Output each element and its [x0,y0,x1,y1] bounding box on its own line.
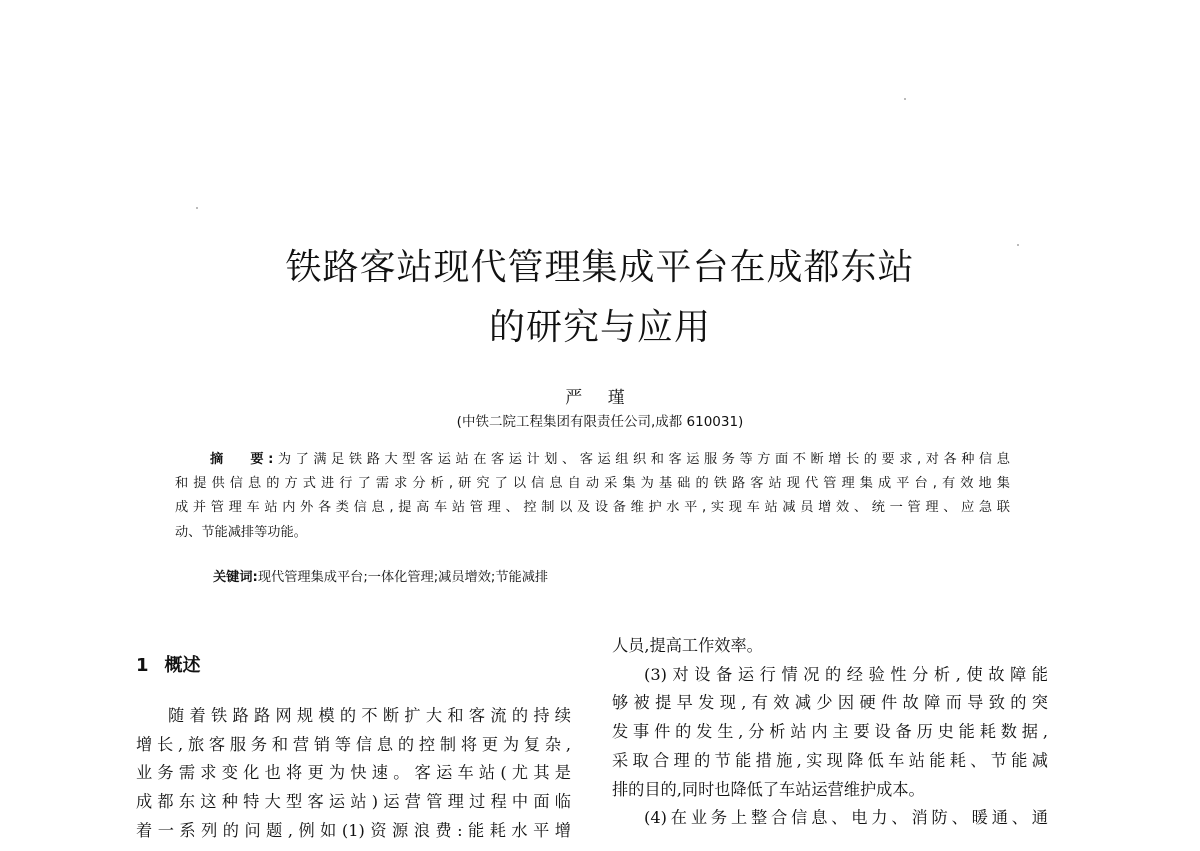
body-line: (3)对设备运行情况的经验性分析,使故障能 [644,664,1048,684]
abstract-line: 摘 要:为了满足铁路大型客运站在客运计划、客运组织和客运服务等方面不断增长的要求,对各种信息 [210,452,1010,467]
body-line: (4)在业务上整合信息、电力、消防、暖通、通 [644,808,1048,828]
body-line: 够被提早发现,有效减少因硬件故障而导致的突 [612,693,1048,713]
body-line: 随着铁路路网规模的不断扩大和客流的持续 [168,706,571,725]
keywords-label: 关键词: [213,570,258,585]
body-left-column [136,702,571,846]
scan-speck [1017,244,1019,246]
section-heading [136,651,201,677]
abstract-label: 摘 要: [210,452,274,467]
body-line: 人员,提高工作效率。 [612,636,763,655]
abstract-line: 成并管理车站内外各类信息,提高车站管理、控制以及设备维护水平,实现车站减员增效、统一管理、应急联 [175,500,1010,516]
abstract [175,448,1010,545]
paper-title-line-2: 的研究与应用 [488,307,711,348]
paper-title-line-1: 铁路客站现代管理集成平台在成都东站 [285,247,915,288]
scan-speck [196,207,198,209]
body-line: 成都东这种特大型客运站)运营管理过程中面临 [136,792,571,812]
body-line: 着一系列的问题,例如(1)资源浪费:能耗水平增 [136,820,571,840]
author-affiliation: (中铁二院工程集团有限责任公司,成都 610031) [456,414,744,430]
abstract-line: 动、节能减排等功能。 [175,524,307,540]
scan-speck [904,98,906,100]
body-line: 排的目的,同时也降低了车站运营维护成本。 [612,779,925,799]
body-line: 业务需求变化也将更为快速。客运车站(尤其是 [136,763,571,783]
keywords-text: 现代管理集成平台;一体化管理;减员增效;节能减排 [257,570,549,585]
section-number: 1 [136,655,149,676]
keywords [213,566,548,585]
abstract-line: 和提供信息的方式进行了需求分析,研究了以信息自动采集为基础的铁路客站现代管理集成平台,有效地集 [175,476,1010,492]
body-line: 增长,旅客服务和营销等信息的控制将更为复杂, [136,734,571,754]
body-right-column [612,632,1048,833]
body-line: 采取合理的节能措施,实现降低车站能耗、节能减 [612,750,1048,770]
body-line: 发事件的发生,分析站内主要设备历史能耗数据, [612,722,1048,742]
author-name: 严 瑾 [565,388,635,408]
section-title: 概述 [164,655,201,676]
